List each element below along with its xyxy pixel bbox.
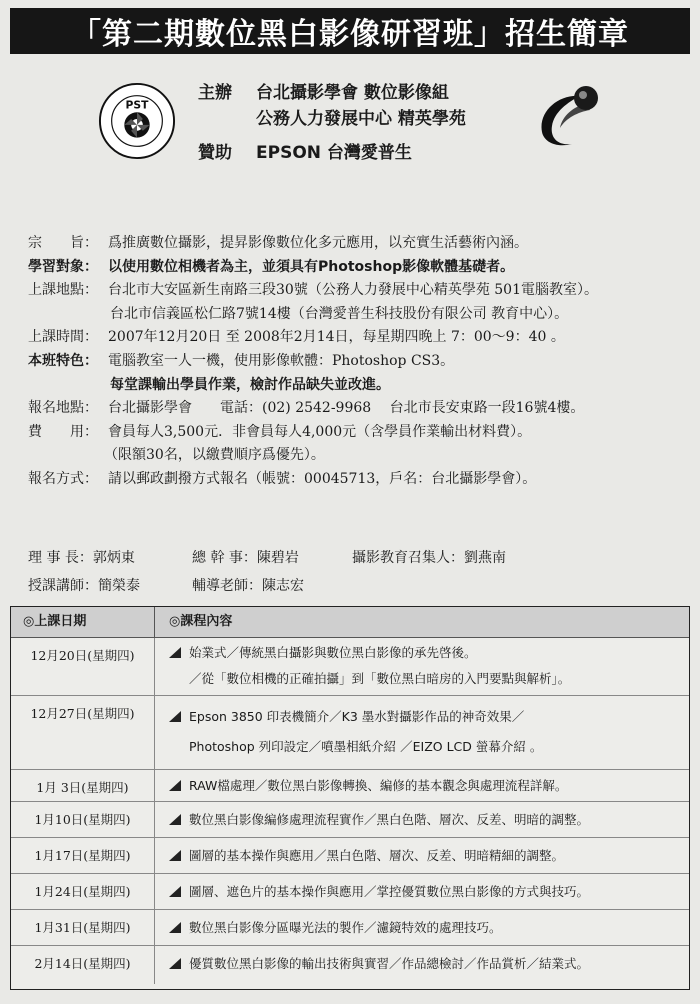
info-row-features [28, 350, 688, 374]
schedule-table [10, 606, 690, 990]
table-row [11, 946, 689, 984]
schedule-content: 始業式／傳統黑白攝影與數位黑白影像的承先啓後。 [189, 645, 477, 660]
info-row-audience [28, 256, 688, 280]
info-value: 台北市大安區新生南路三段30號（公務人力發展中心精英學苑 501電腦教室）。 [108, 282, 598, 299]
info-value: 爲推廣數位攝影，提昇影像數位化多元應用，以充實生活藝術內涵。 [108, 235, 528, 251]
schedule-content: 圖層、遮色片的基本操作與應用／掌控優質數位黑白影像的方式與技巧。 [189, 884, 590, 899]
schedule-date: 12月27日(星期四) [11, 696, 155, 769]
schedule-header-content: ◎課程內容 [169, 614, 233, 629]
pst-logo-text: PST [125, 98, 149, 112]
schedule-date: 1月 3日(星期四) [11, 770, 155, 801]
schedule-content-2: Photoshop 列印設定／噴墨相紙介紹 ／EIZO LCD 螢幕介紹 。 [189, 739, 543, 754]
schedule-content: 優質數位黑白影像的輸出技術與實習／作品總檢討／作品賞析／結業式。 [189, 956, 590, 971]
staff-tutor: 輔導老師：陳志宏 [192, 578, 304, 594]
sponsor-label: 贊助 [198, 143, 232, 163]
sponsor-name: EPSON 台灣愛普生 [256, 143, 412, 163]
schedule-content: Epson 3850 印表機簡介／K3 墨水對攝影作品的神奇效果／ [189, 709, 525, 724]
info-section [28, 232, 688, 492]
page-title: 「第二期數位黑白影像研習班」招生簡章 [10, 8, 690, 54]
triangle-bullet-icon [169, 850, 181, 861]
staff-lecturer: 授課講師：簡榮泰 [28, 578, 140, 594]
staff-chairman: 理 事 長：郭炳東 [28, 550, 135, 566]
info-label: 本班特色： [28, 352, 98, 369]
info-label: 宗 旨： [28, 235, 98, 251]
info-label: 報名地點： [28, 400, 98, 417]
info-row-method [28, 468, 688, 492]
schedule-header [11, 607, 689, 638]
schedule-date: 1月24日(星期四) [11, 874, 155, 909]
info-row-location-2 [28, 303, 688, 327]
table-row [11, 696, 689, 770]
schedule-date: 2月14日(星期四) [11, 946, 155, 984]
info-row-purpose [28, 232, 688, 256]
info-label: 上課時間： [28, 329, 98, 346]
triangle-bullet-icon [169, 922, 181, 933]
civil-service-logo [528, 76, 608, 156]
info-label: 報名方式： [28, 470, 98, 487]
table-row [11, 874, 689, 910]
triangle-bullet-icon [169, 814, 181, 825]
info-value: 每堂課輸出學員作業，檢討作品缺失並改進。 [110, 376, 390, 393]
info-row-fee [28, 421, 688, 445]
schedule-content: 數位黑白影像分區曝光法的製作／濾鏡特效的處理技巧。 [189, 920, 502, 935]
info-label: 學習對象： [28, 258, 98, 275]
organizer-2: 公務人力發展中心 精英學苑 [256, 109, 466, 129]
aperture-icon [124, 112, 149, 137]
triangle-bullet-icon [169, 886, 181, 897]
schedule-header-date: ◎上課日期 [11, 607, 155, 637]
info-value: 2007年12月20日 至 2008年2月14日，每星期四晚上 7：00～9：40 。 [108, 329, 565, 346]
info-value: 電腦教室一人一機，使用影像軟體：Photoshop CS3。 [108, 352, 455, 369]
schedule-content: RAW檔處理／數位黑白影像轉換、編修的基本觀念與處理流程詳解。 [189, 778, 568, 793]
info-row-fee-2 [28, 444, 688, 468]
staff-convener: 攝影教育召集人：劉燕南 [352, 550, 506, 566]
header-section [0, 62, 700, 182]
triangle-bullet-icon [169, 711, 181, 722]
info-value: 會員每人3,500元．非會員每人4,000元（含學員作業輸出材料費）。 [108, 423, 532, 440]
schedule-date: 12月20日(星期四) [11, 638, 155, 695]
info-label: 費 用： [28, 423, 98, 440]
info-value: 台北攝影學會 電話：(02) 2542-9968 台北市長安東路一段16號4樓。 [108, 400, 585, 417]
schedule-date: 1月17日(星期四) [11, 838, 155, 873]
info-value: 台北市信義區松仁路7號14樓（台灣愛普生科技股份有限公司 教育中心）。 [110, 305, 569, 322]
schedule-content: 圖層的基本操作與應用／黑白色階、層次、反差、明暗精細的調整。 [189, 848, 565, 863]
schedule-date: 1月31日(星期四) [11, 910, 155, 945]
info-label: 上課地點： [28, 282, 98, 299]
schedule-date: 1月10日(星期四) [11, 802, 155, 837]
schedule-content-2: ／從「數位相機的正確拍攝」到「數位黑白暗房的入門要點與解析」。 [189, 671, 571, 686]
info-row-features-2 [28, 374, 688, 398]
table-row [11, 838, 689, 874]
organizer-1: 台北攝影學會 數位影像組 [256, 83, 449, 103]
triangle-bullet-icon [169, 647, 181, 658]
info-row-registration [28, 397, 688, 421]
info-row-location [28, 279, 688, 303]
triangle-bullet-icon [169, 780, 181, 791]
table-row [11, 770, 689, 802]
info-value: 請以郵政劃撥方式報名（帳號：00045713，戶名：台北攝影學會）。 [108, 470, 537, 487]
table-row [11, 802, 689, 838]
triangle-bullet-icon [169, 958, 181, 969]
table-row [11, 638, 689, 696]
schedule-content: 數位黑白影像編修處理流程實作／黑白色階、層次、反差、明暗的調整。 [189, 812, 590, 827]
staff-secretary: 總 幹 事：陳碧岩 [192, 550, 299, 566]
organizer-label: 主辦 [198, 83, 232, 103]
info-value: （限額30名，以繳費順序爲優先）。 [104, 447, 325, 464]
table-row [11, 910, 689, 946]
info-row-time [28, 326, 688, 350]
organizer-block [198, 80, 466, 166]
info-value: 以使用數位相機者為主，並須具有Photoshop影像軟體基礎者。 [108, 258, 515, 275]
staff-section [28, 544, 506, 600]
pst-society-logo [98, 82, 176, 160]
